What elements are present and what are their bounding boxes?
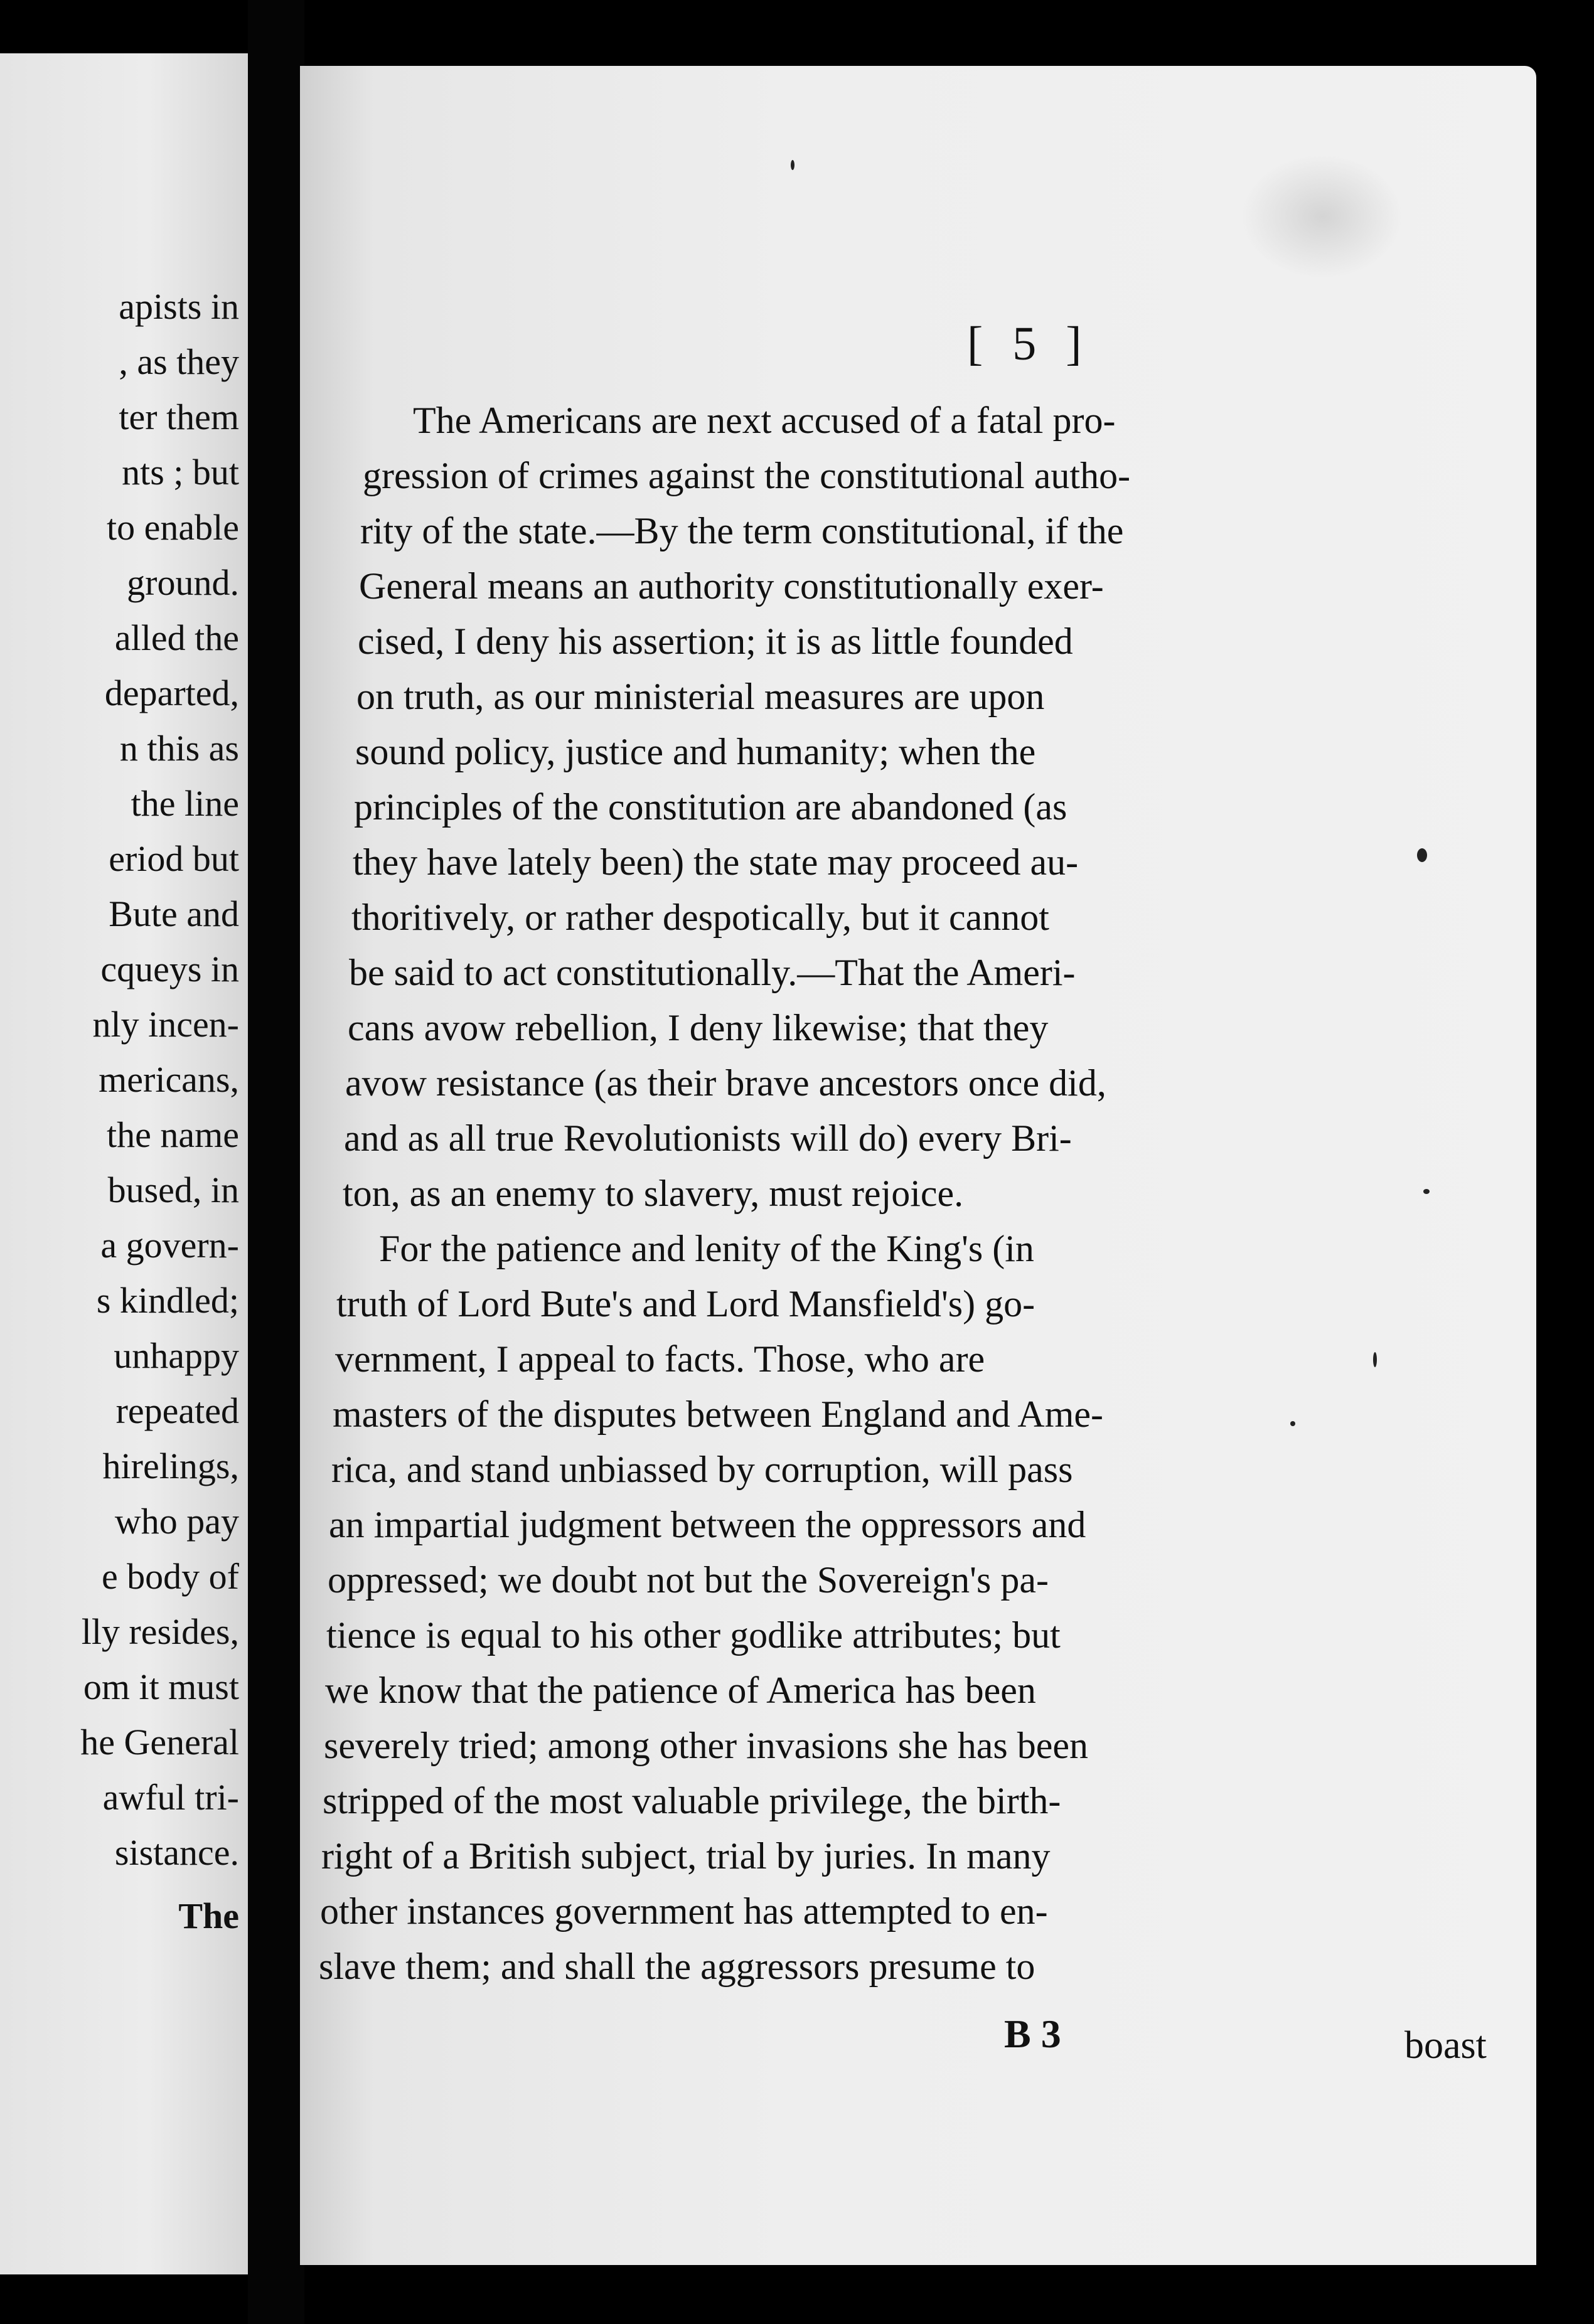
left-page-line: the name [107,1114,239,1155]
left-page-line: who pay [114,1501,239,1542]
body-text-line: principles of the constitution are abandoned (as [354,786,1067,828]
body-text-line: right of a British subject, trial by juries. In many [321,1835,1051,1877]
body-text-line: cised, I deny his assertion; it is as little founded [358,621,1073,662]
body-text-line: thoritively, or rather despotically, but it cannot [351,897,1049,938]
left-page-line: alled the [114,617,239,658]
left-page-line: unhappy [114,1335,239,1376]
previous-page-fragment [0,53,248,2274]
left-page-line: mericans, [99,1059,239,1100]
left-page-line: he General [80,1722,239,1762]
left-page-line: om it must [83,1666,239,1707]
body-text-line: vernment, I appeal to facts. Those, who are [335,1338,985,1380]
left-page-line: nts ; but [122,452,239,493]
left-page-line: hirelings, [102,1446,239,1486]
body-text-line: rica, and stand unbiassed by corruption, will pass [331,1449,1073,1490]
page-number: [ 5 ] [967,317,1091,370]
left-page-line: nly incen- [92,1004,239,1045]
body-text-line: other instances government has attempted to en- [320,1890,1048,1932]
body-text-line: an impartial judgment between the oppressors and [329,1504,1086,1545]
left-page-line: lly resides, [81,1611,239,1652]
left-page-line: sistance. [114,1832,239,1873]
left-page-line: eriod but [109,838,239,879]
left-page-line: ter them [119,397,239,437]
left-page-line: ground. [127,562,239,603]
catchword: boast [1404,2024,1487,2067]
body-text-line: be said to act constitutionally.—That the Ameri- [349,952,1076,993]
body-text-line: sound policy, justice and humanity; when the [355,731,1036,772]
left-page-line: departed, [104,673,239,713]
left-page-line: bused, in [107,1170,239,1210]
ink-speck [1373,1352,1377,1367]
left-page-line: s kindled; [96,1280,239,1321]
body-text-line: oppressed; we doubt not but the Sovereign's pa- [328,1559,1049,1601]
binding-gutter [248,0,304,2324]
left-page-line: n this as [119,728,239,769]
body-text-line: cans avow rebellion, I deny likewise; that they [348,1007,1049,1048]
left-page-line: repeated [115,1390,239,1431]
left-page-line: cqueys in [100,949,239,989]
left-page-line: Bute and [109,893,239,934]
left-page-line: to enable [107,507,239,548]
ink-speck [1290,1421,1295,1426]
body-text-line: General means an authority constitutionally exer- [359,565,1104,607]
left-page-line: a govern- [100,1225,239,1266]
ink-speck [1417,848,1427,862]
body-text-line: they have lately been) the state may proceed au- [353,841,1079,883]
body-text-line: avow resistance (as their brave ancestors once did, [345,1062,1106,1104]
left-page-catchword: The [178,1895,239,1936]
body-text-line: For the patience and lenity of the King's (in [379,1228,1034,1269]
body-text-line: rity of the state.—By the term constitutional, if the [360,510,1124,552]
body-text-line: stripped of the most valuable privilege, the birth- [323,1780,1061,1821]
left-page-line: , as they [119,341,239,382]
left-page-line: apists in [119,286,239,327]
body-text-line: truth of Lord Bute's and Lord Mansfield's) go- [336,1283,1035,1325]
body-text-line: slave them; and shall the aggressors presume to [319,1946,1035,1987]
ink-speck [1423,1189,1430,1194]
body-text-line: we know that the patience of America has been [325,1670,1036,1711]
body-text-line: The Americans are next accused of a fatal pro- [413,400,1116,441]
body-text-line: on truth, as our ministerial measures are upon [356,676,1045,717]
paper-stain [1241,154,1404,279]
signature-mark: B 3 [1004,2012,1061,2056]
body-text-line: severely tried; among other invasions she has been [324,1725,1088,1766]
left-page-line: e body of [101,1556,239,1597]
left-page-line: the line [131,783,239,824]
body-text-line: gression of crimes against the constitutional autho- [363,455,1131,496]
left-page-line: awful tri- [102,1777,239,1818]
body-text-line: masters of the disputes between England and Ame- [333,1394,1104,1435]
body-text-line: and as all true Revolutionists will do) every Bri- [344,1117,1072,1159]
body-text-line: tience is equal to his other godlike attributes; but [326,1614,1061,1656]
body-text-line: ton, as an enemy to slavery, must rejoice. [343,1173,964,1214]
ink-speck [791,160,794,170]
main-page [300,66,1536,2265]
